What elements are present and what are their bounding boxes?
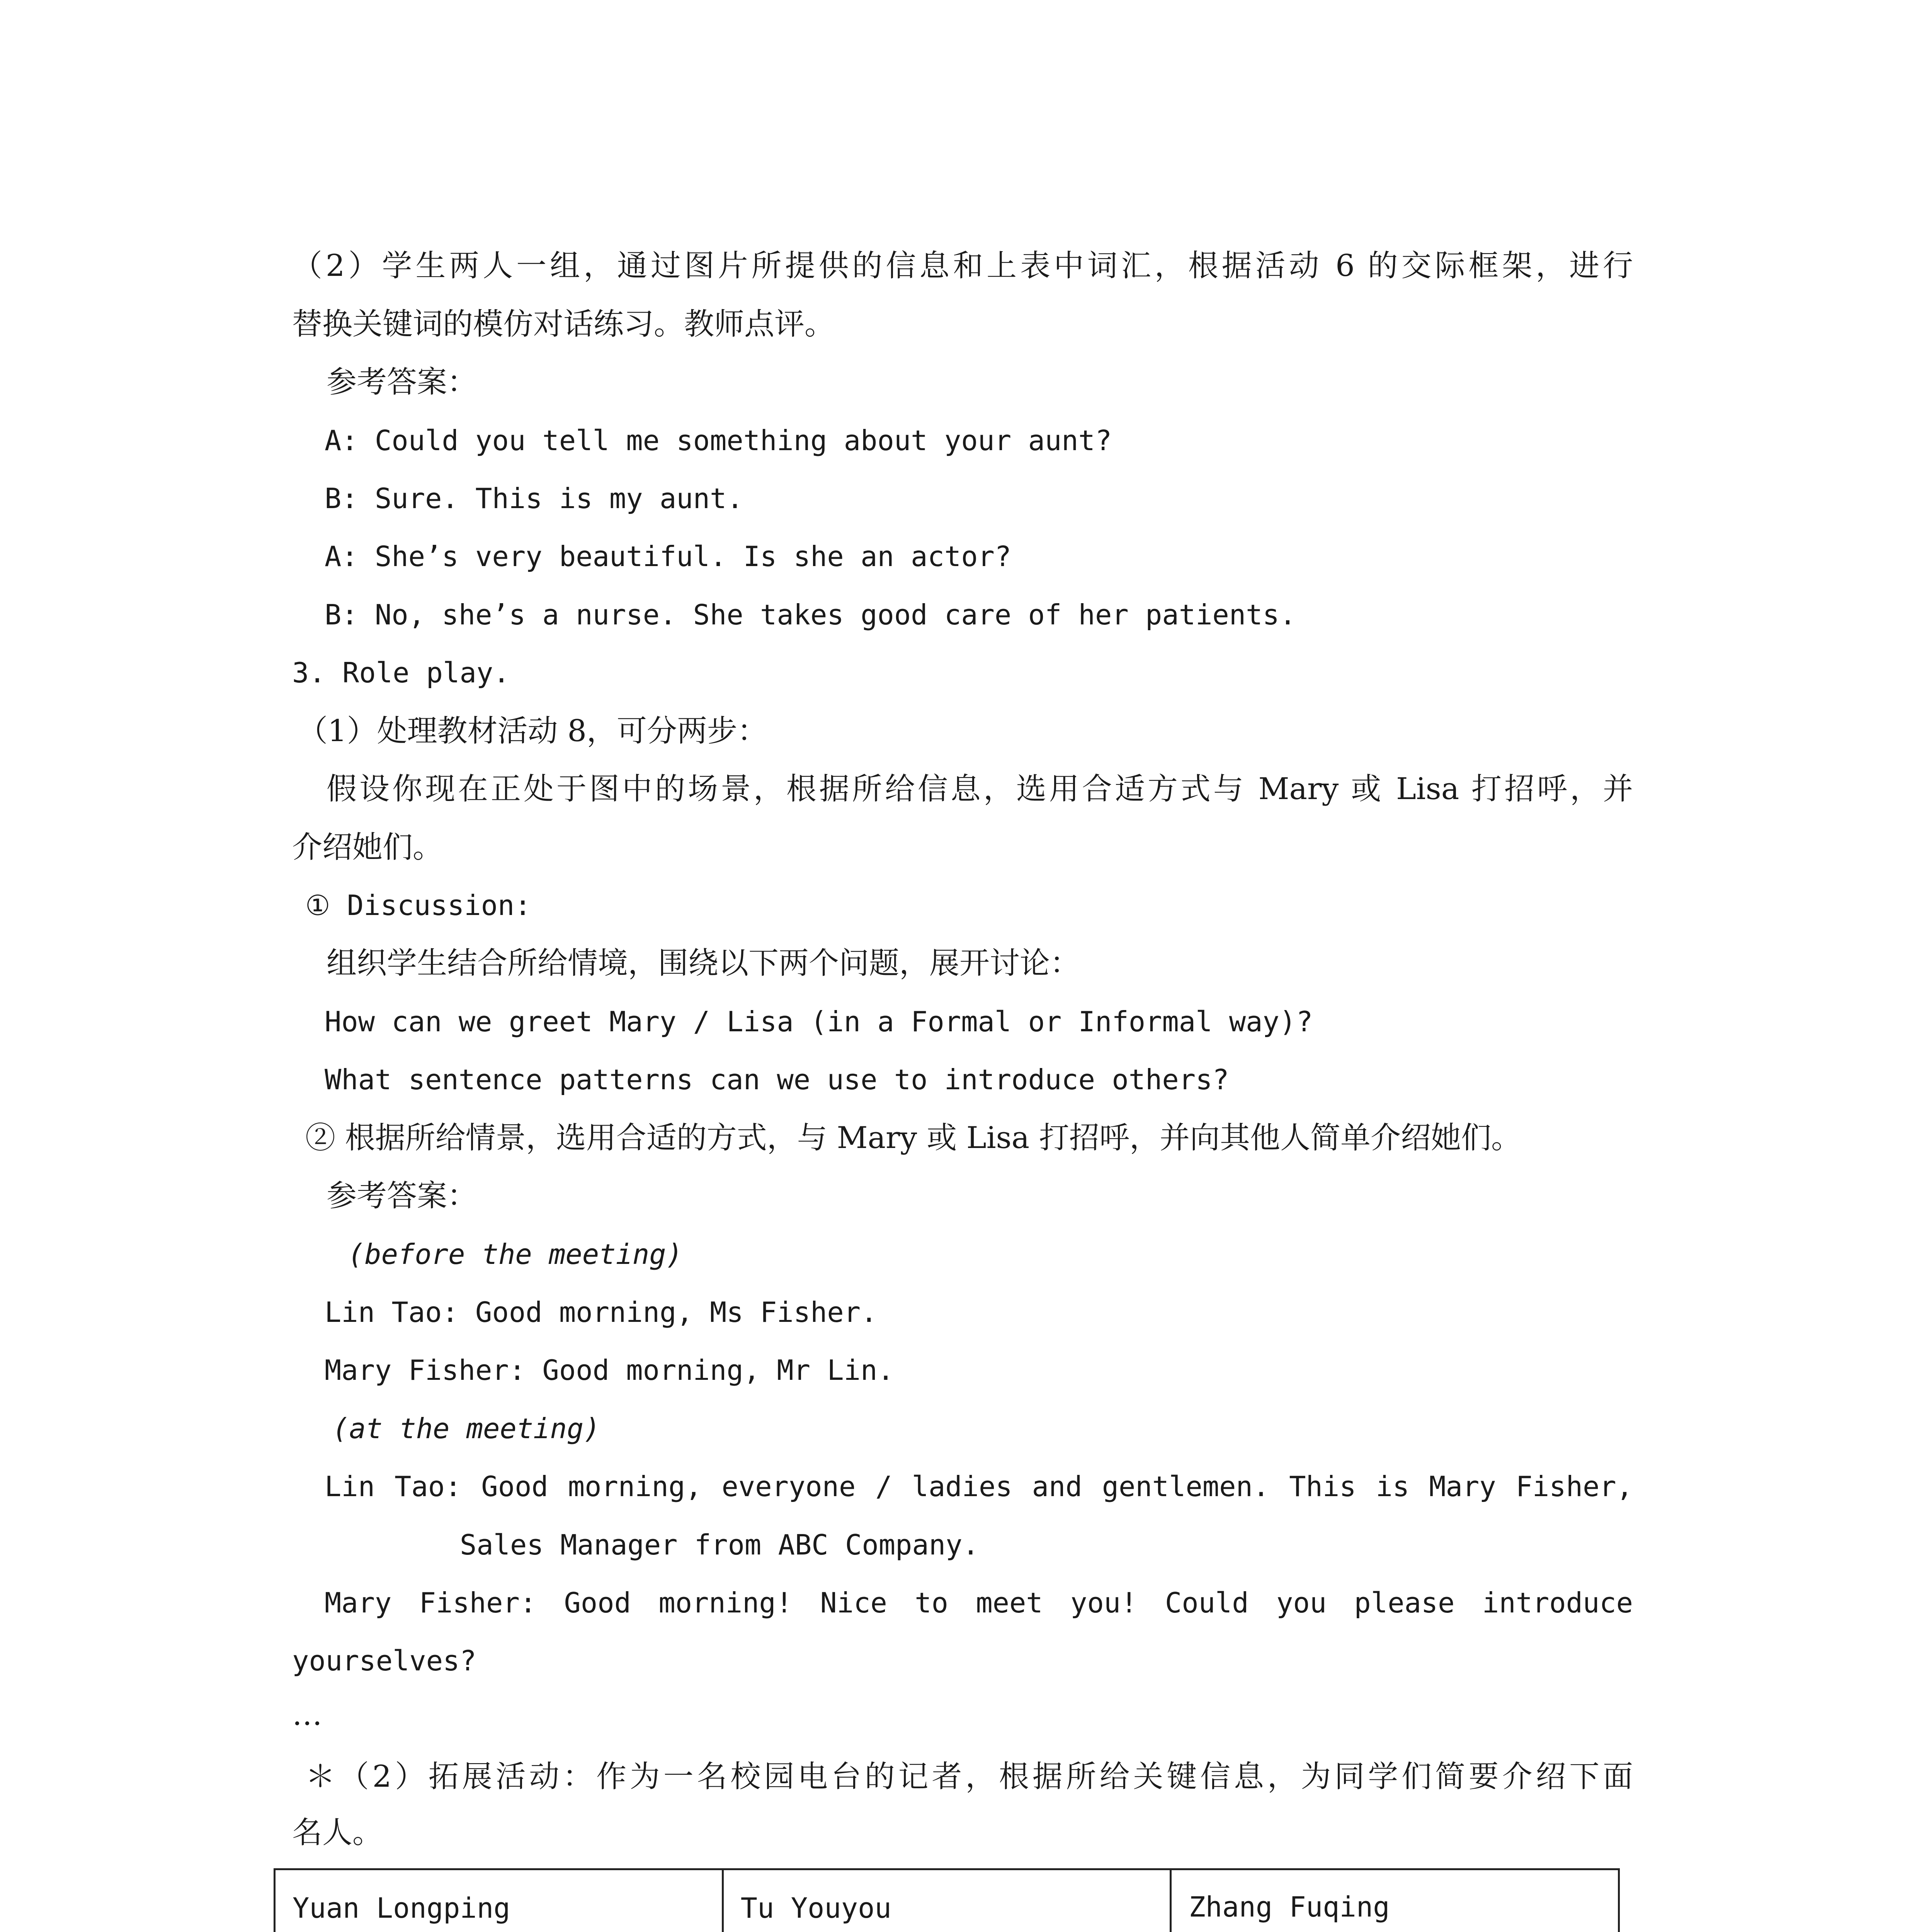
card-line: Zhang Fuqing	[1189, 1891, 1390, 1923]
card-line: Tu Youyou	[740, 1892, 891, 1924]
discussion-question: What sentence patterns can we use to introduce others?	[325, 1063, 1229, 1096]
person-card-tu-youyou	[723, 1869, 1171, 1932]
dialogue-line: A: She’s very beautiful. Is she an actor?	[325, 540, 1012, 573]
task-line: ② 根据所给情景，选用合适的方式，与 Mary 或 Lisa 打招呼，并向其他人简单介绍她们。	[305, 1121, 1521, 1155]
answer-label: 参考答案：	[327, 1179, 478, 1213]
dialogue-line: Lin Tao: Good morning, Ms Fisher.	[325, 1296, 878, 1328]
discussion-intro: 组织学生结合所给情境，围绕以下两个问题，展开讨论：	[327, 946, 1080, 981]
scenario-line: 假设你现在正处于图中的场景，根据所给信息，选用合适方式与 Mary 或 Lisa 打招呼，并	[327, 772, 1633, 806]
table-row	[275, 1869, 1619, 1932]
extension-line: ＊（2）拓展活动：作为一名校园电台的记者，根据所给关键信息，为同学们简要介绍下面	[305, 1759, 1633, 1794]
dialogue-line: B: No, she’s a nurse. She takes good care of her patients.	[325, 599, 1296, 631]
instruction-line: （2）学生两人一组，通过图片所提供的信息和上表中词汇，根据活动 6 的交际框架，进行	[292, 248, 1633, 283]
discussion-heading: ① Discussion:	[305, 889, 531, 922]
famous-people-table	[274, 1868, 1620, 1932]
dialogue-line: A: Could you tell me something about your aunt?	[325, 424, 1112, 457]
extension-line: 名人。	[292, 1815, 383, 1850]
scenario-line: 介绍她们。	[292, 830, 443, 865]
discussion-question: How can we greet Mary / Lisa (in a Formal or Informal way)?	[325, 1005, 1313, 1038]
dialogue-line: Mary Fisher: Good morning, Mr Lin.	[325, 1354, 894, 1386]
dialogue-line: Sales Manager from ABC Company.	[460, 1529, 979, 1561]
instruction-line: 替换关键词的模仿对话练习。教师点评。	[292, 307, 835, 342]
dialogue-line: Mary Fisher: Good morning! Nice to meet you! Could you please introduce	[325, 1587, 1633, 1619]
step-line: （1）处理教材活动 8，可分两步：	[298, 714, 768, 748]
section-heading: 3. Role play.	[292, 656, 510, 689]
card-line: Yuan Longping	[293, 1892, 510, 1924]
stage-note: (before the meeting)	[348, 1238, 683, 1270]
person-card-yuan-longping	[275, 1869, 723, 1932]
dialogue-line: B: Sure. This is my aunt.	[325, 482, 743, 515]
dialogue-line: Lin Tao: Good morning, everyone / ladies and gentlemen. This is Mary Fisher,	[325, 1470, 1633, 1503]
dialogue-line: yourselves?	[292, 1645, 476, 1677]
stage-note: (at the meeting)	[332, 1412, 600, 1445]
person-card-zhang-fuqing	[1171, 1869, 1619, 1932]
answer-label: 参考答案：	[327, 365, 478, 400]
ellipsis: …	[292, 1697, 322, 1732]
